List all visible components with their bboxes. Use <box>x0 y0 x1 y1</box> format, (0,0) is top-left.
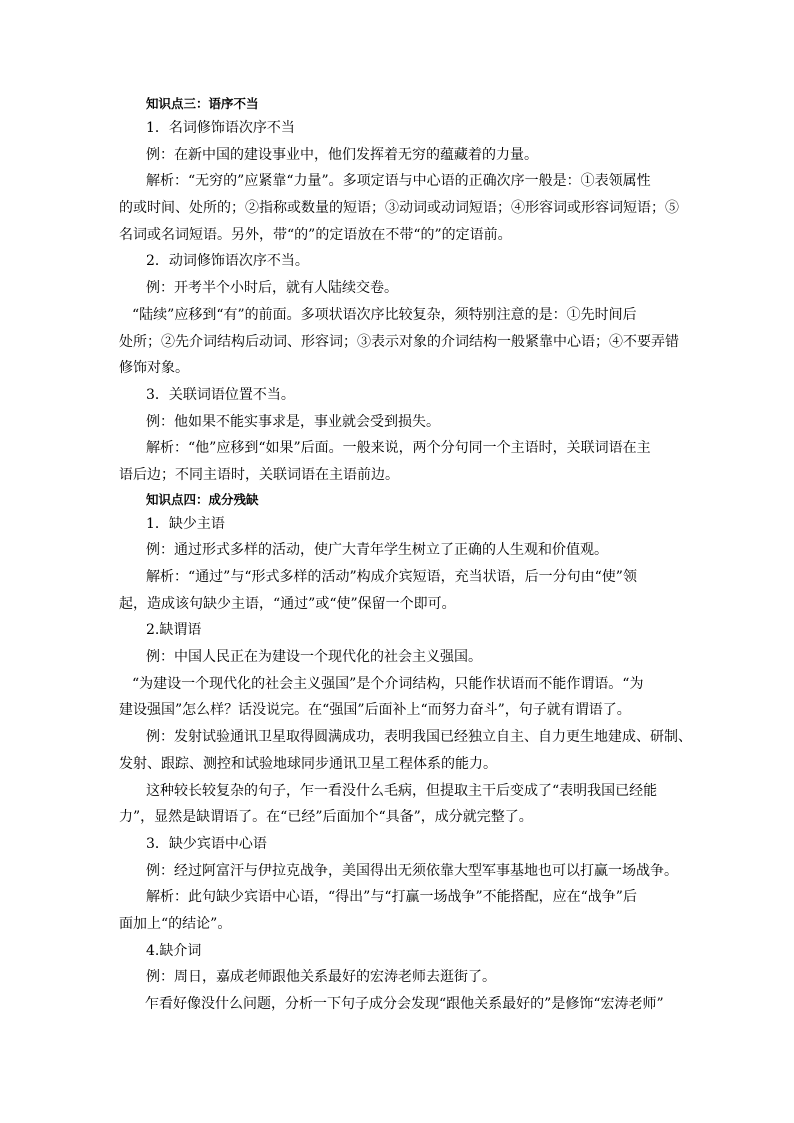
example-line: 例：中国人民正在为建设一个现代化的社会主义强国。 <box>146 649 482 666</box>
analysis-line: 力”，显然是缺谓语了。在“已经”后面加个“具备”，成分就完整了。 <box>119 809 533 826</box>
subheading-verb-modifier: 2．动词修饰语次序不当。 <box>146 253 309 270</box>
analysis-line: 语后边；不同主语时，关联词语在主语前边。 <box>119 466 399 483</box>
analysis-line: “陆续”应移到“有”的前面。多项状语次序比较复杂，须特别注意的是：①先时间后 <box>132 306 637 323</box>
analysis-line: 名词或名词短语。另外，带“的”的定语放在不带“的”的定语前。 <box>119 226 512 243</box>
example-line: 例：他如果不能实事求是，事业就会受到损失。 <box>146 413 440 430</box>
analysis-line: 乍看好像没什么问题，分析一下句子成分会发现“跟他关系最好的”是修饰“宏涛老师” <box>145 996 664 1012</box>
example-line: 例：通过形式多样的活动，使广大青年学生树立了正确的人生观和价值观。 <box>146 542 608 559</box>
analysis-line: 解析：此句缺少宾语中心语，“得出”与“打赢一场战争”不能搭配，应在“战争”后 <box>146 889 637 906</box>
example-line: 例：在新中国的建设事业中，他们发挥着无穷的蕴藏着的力量。 <box>146 146 538 163</box>
example-line: 例：开考半个小时后，就有人陆续交卷。 <box>146 280 398 297</box>
example-line: 发射、跟踪、测控和试验地球同步通讯卫星工程体系的能力。 <box>119 755 497 772</box>
subheading-missing-predicate: 2.缺谓语 <box>146 622 202 639</box>
analysis-line: 解析：“无穷的”应紧靠“力量”。多项定语与中心语的正确次序一般是：①表领属性 <box>146 173 651 190</box>
section-heading-word-order: 知识点三：语序不当 <box>146 96 259 111</box>
subheading-noun-modifier: 1．名词修饰语次序不当 <box>146 120 295 136</box>
example-line: 例：发射试验通讯卫星取得圆满成功，表明我国已经独立自主、自力更生地建成、研制、 <box>146 729 692 746</box>
analysis-line: 面加上“的结论”。 <box>119 915 232 932</box>
subheading-missing-preposition: 4.缺介词 <box>146 942 202 959</box>
subheading-missing-object-head: 3．缺少宾语中心语 <box>146 835 267 852</box>
analysis-line: 解析：“通过”与“形式多样的活动”构成介宾短语，充当状语，后一分句由“使”领 <box>146 569 637 585</box>
analysis-line: 这种较长较复杂的句子，乍一看没什么毛病，但提取主干后变成了“表明我国已经能 <box>146 782 658 799</box>
analysis-line: 处所；②先介词结构后动词、形容词；③表示对象的介词结构一般紧靠中心语；④不要弄错 <box>119 333 679 350</box>
analysis-line: “为建设一个现代化的社会主义强国”是个介词结构，只能作状语而不能作谓语。“为 <box>132 675 644 692</box>
analysis-line: 的或时间、处所的；②指称或数量的短语；③动词或动词短语；④形容词或形容词短语；⑤ <box>119 200 679 217</box>
subheading-missing-subject: 1．缺少主语 <box>146 515 225 532</box>
example-line: 例：经过阿富汗与伊拉克战争，美国得出无须依靠大型军事基地也可以打赢一场战争。 <box>146 862 678 879</box>
analysis-line: 修饰对象。 <box>119 360 189 377</box>
example-line: 例：周日，嘉成老师跟他关系最好的宏涛老师去逛街了。 <box>146 969 496 986</box>
analysis-line: 起，造成该句缺少主语，“通过”或“使”保留一个即可。 <box>119 595 456 612</box>
analysis-line: 建设强国”怎么样？话没说完。在“强国”后面补上“而努力奋斗”，句子就有谓语了。 <box>119 702 631 719</box>
document-body <box>119 93 692 1018</box>
analysis-line: 解析：“他”应移到“如果”后面。一般来说，两个分句同一个主语时，关联词语在主 <box>146 440 651 457</box>
subheading-conjunction-position: 3．关联词语位置不当。 <box>146 386 295 403</box>
section-heading-missing-components: 知识点四：成分残缺 <box>146 491 259 507</box>
